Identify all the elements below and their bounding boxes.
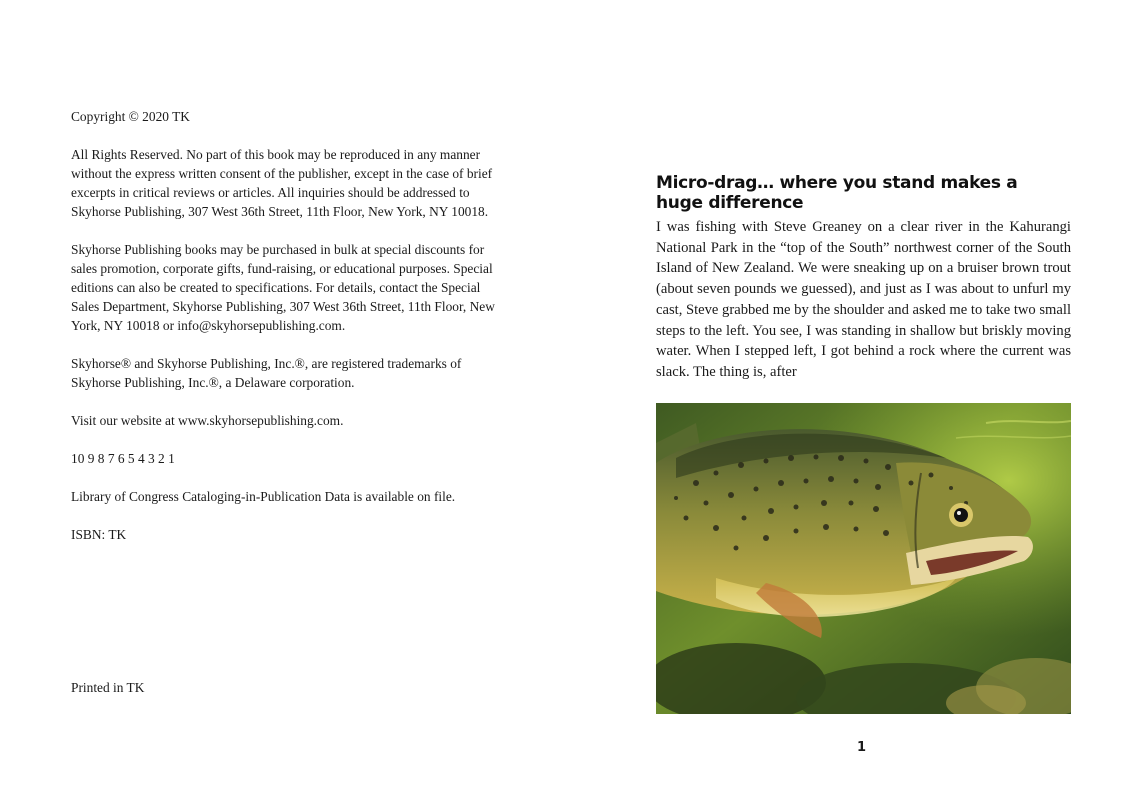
copyright-line: Copyright © 2020 TK — [71, 109, 190, 124]
printed-in-line: Printed in TK — [71, 680, 145, 695]
brown-trout-photo — [656, 403, 1071, 714]
trout-illustration — [656, 403, 1071, 714]
rights-reserved-paragraph: All Rights Reserved. No part of this book may be reproduced in any manner without the express written consent of the publisher, except in the case of brief excerpts in critical reviews or articles. All inquiries should be addressed to Skyhorse Publishing, 307 West 36th Street, 11th Floor, New York, NY 10018. — [71, 147, 493, 219]
copyright-notice — [71, 107, 501, 563]
content-page — [571, 0, 1142, 799]
page-number: 1 — [856, 740, 867, 755]
website-line: Visit our website at www.skyhorsepublishing.com. — [71, 413, 344, 428]
body-paragraph: I was fishing with Steve Greaney on a clear river in the Kahurangi National Park in the “top of the South” northwest corner of the South Island of New Zealand. We were sneaking up on a bruiser brown trout (about seven pounds we guessed), and just as I was about to unfurl my cast, Steve grabbed me by the shoulder and asked me to take two small steps to the left. You see, I was standing in shallow but briskly moving water. When I stepped left, I got behind a rock where the current was slack. The thing is, after — [656, 219, 1071, 380]
trademark-paragraph: Skyhorse® and Skyhorse Publishing, Inc.®, are registered trademarks of Skyhorse Publishing, Inc.®, a Delaware corporation. — [71, 356, 462, 390]
isbn-line: ISBN: TK — [71, 527, 127, 542]
section-heading: Micro-drag… where you stand makes a huge difference — [656, 173, 1018, 213]
bulk-sales-paragraph: Skyhorse Publishing books may be purchased in bulk at special discounts for sales promotion, corporate gifts, fund-raising, or educational purposes. Special editions can also be created to specifications. For details, contact the Special Sales Department, Skyhorse Publishing, 307 West 36th Street, 11th Floor, New York, NY 10018 or info@skyhorsepublishing.com. — [71, 242, 495, 333]
cip-data-line: Library of Congress Cataloging-in-Publication Data is available on file. — [71, 489, 456, 504]
printing-line-numbers: 10 9 8 7 6 5 4 3 2 1 — [71, 451, 175, 466]
